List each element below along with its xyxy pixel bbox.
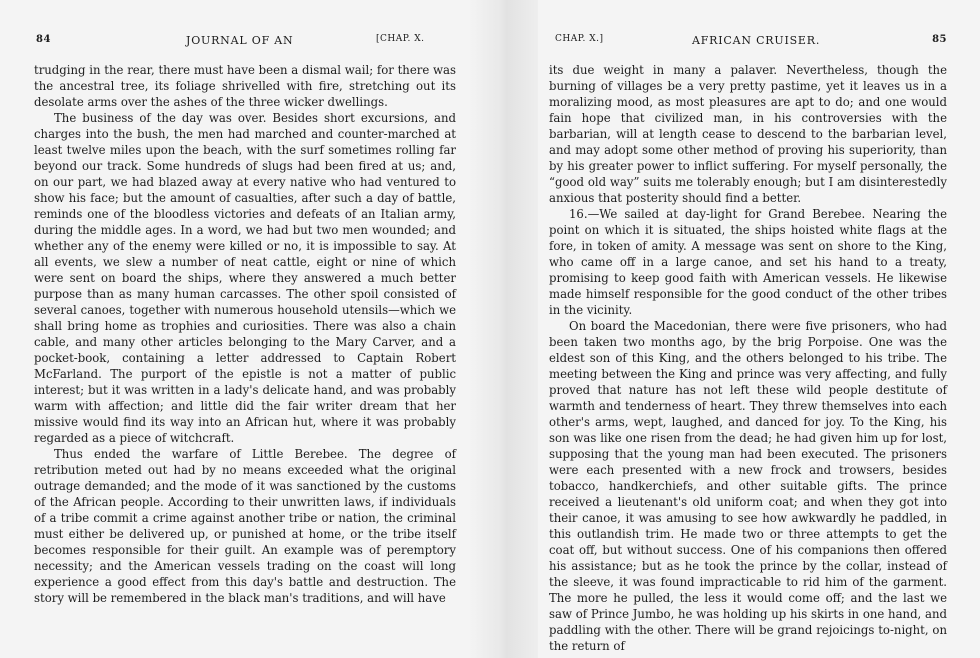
paragraph: The business of the day was over. Besides short excursions, and charges into the bush, the men had marched and counter-marched at least twelve miles upon the beach, with the surf sometimes rolling far beyond our track. Some hundreds of slugs had been fired at us; and, on our part, we had blazed away at every native who had ventured to show his face; but the amount of casualties, after such a day of battle, reminds one of the bloodless victories and defeats of an Italian army, during the middle ages. In a word, we had but two men wounded; and whether any of the enemy were killed or no, it is impossible to say. At all events, we slew a number of neat cattle, eight or nine of which were sent on board the ships, where they answered a much better purpose than as many human carcasses. The other spoil consisted of several canoes, together with numerous household utensils—which we shall bring home as trophies and curiosities. There was also a chain cable, and many other articles belonging to the Mary Carver, and a pocket-book, containing a letter addressed to Captain Robert McFarland. The purport of the epistle is not a matter of public interest; but it was written in a lady's delicate hand, and was probably warm with affection; and little did the fair writer dream that her missive would find its way into an African hut, where it was probably regarded as a piece of witchcraft. bbox=[34, 111, 456, 445]
page-number: 84 bbox=[36, 34, 51, 45]
running-title: JOURNAL OF AN bbox=[186, 34, 294, 47]
right-page-body bbox=[549, 62, 947, 658]
paragraph: 16.—We sailed at day-light for Grand Berebee. Nearing the point on which it is situated, the ships hoisted white flags at the fore, in token of amity. A message was sent on shore to the King, who came off in a large canoe, and set his hand to a treaty, promising to keep good faith with American vessels. He likewise made himself responsible for the good conduct of the other tribes in the vicinity. bbox=[549, 207, 947, 317]
paragraph: Thus ended the warfare of Little Berebee. The degree of retribution meted out had by no means exceeded what the original outrage demanded; and the mode of it was sanctioned by the customs of the African people. According to their unwritten laws, if individuals of a tribe commit a crime against another tribe or nation, the criminal must either be delivered up, or punished at home, or the tribe itself becomes responsible for their guilt. An example was of peremptory necessity; and the American vessels trading on the coast will long experience a good effect from this day's battle and destruction. The story will be remembered in the black man's traditions, and will have bbox=[34, 447, 456, 605]
book-gutter bbox=[468, 0, 538, 658]
left-page bbox=[34, 0, 456, 658]
left-page-header bbox=[34, 34, 456, 54]
chapter-label: [CHAP. X. bbox=[376, 34, 425, 44]
paragraph: trudging in the rear, there must have been a dismal wail; for there was the ancestral tree, its foliage shrivelled with fire, stretching out its desolate arms over the ashes of the three wicker dwellings. bbox=[34, 63, 456, 109]
left-page-body bbox=[34, 62, 456, 658]
right-page bbox=[549, 0, 947, 658]
paragraph: its due weight in many a palaver. Nevertheless, though the burning of villages be a very pretty pastime, yet it leaves us in a moralizing mood, as most pleasures are apt to do; and one would fain hope that civilized man, in his controversies with the barbarian, will at length cease to descend to the barbarian level, and may adopt some other method of proving his superiority, than by his greater power to inflict suffering. For myself personally, the “good old way” suits me tolerably enough; but I am disinterestedly anxious that posterity should find a better. bbox=[549, 63, 947, 205]
right-page-header bbox=[549, 34, 947, 54]
page-number: 85 bbox=[932, 34, 947, 45]
paragraph: On board the Macedonian, there were five prisoners, who had been taken two months ago, by the brig Porpoise. One was the eldest son of this King, and the others belonged to his tribe. The meeting between the King and prince was very affecting, and fully proved that nature has not left these wild people destitute of warmth and tenderness of heart. They threw themselves into each other's arms, wept, laughed, and danced for joy. To the King, his son was like one risen from the dead; he had given him up for lost, supposing that the young man had been executed. The prisoners were each presented with a new frock and trowsers, besides tobacco, handkerchiefs, and other suitable gifts. The prince received a lieutenant's old uniform coat; and when they got into their canoe, it was amusing to see how awkwardly he paddled, in this outlandish trim. He made two or three attempts to get the coat off, but without success. One of his companions then offered his assistance; but as he took the prince by the collar, instead of the sleeve, it was found impracticable to rid him of the garment. The more he pulled, the less it would come off; and the last we saw of Prince Jumbo, he was holding up his skirts in one hand, and paddling with the other. There will be grand rejoicings to-night, on the return of bbox=[549, 319, 947, 653]
running-title: AFRICAN CRUISER. bbox=[692, 34, 821, 47]
chapter-label: CHAP. X.] bbox=[555, 34, 604, 44]
